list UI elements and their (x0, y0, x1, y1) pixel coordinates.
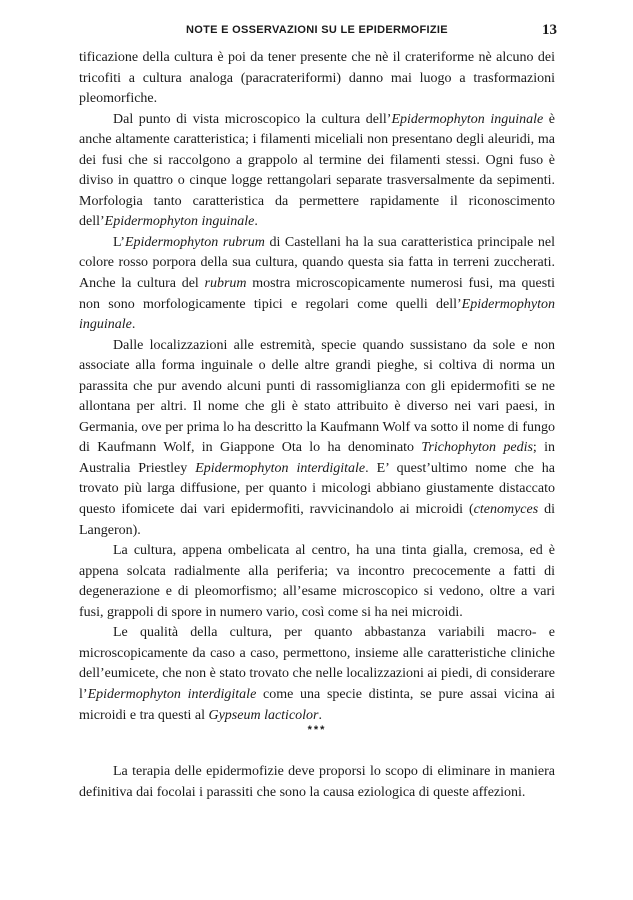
text-run: . (254, 214, 258, 230)
closing-text (79, 762, 555, 803)
text-run: Dal punto di vista microscopico la cultura dell’ (113, 111, 392, 127)
italic-term: Gypseum lacticolor (208, 707, 319, 723)
paragraph-2 (79, 110, 555, 233)
italic-term: ctenomyces (473, 502, 539, 518)
text-run: Le qualità della cultura, per quanto abbastanza variabili macro- e microscopicamente da caso a caso, permettono, insieme alle caratteristiche cliniche dell’eumicete, che non è stato trovato che nelle localizzazioni ai piedi, di considerare l’ (79, 625, 555, 702)
text-run: è anche altamente caratteristica; i filamenti miceliali non presentano degli aleuridi, ma dei fusi che si raccolgono a grappolo al termine dei filamenti stessi. Ogni fuso è diviso in quattro o cinque logge rettangolari separate trasversalmente da sepimenti. Morfologia tanto caratteristica da permettere rapidamente il riconoscimento dell’ (79, 111, 556, 230)
text-run: . E’ quest’ultimo nome che ha trovato più larga diffusione, per quanto i micologi abbiano giustamente distaccato questo ifomicete dai vari epidermofiti, ravvicinandolo ai microidi ( (79, 460, 556, 518)
closing-paragraph: La terapia delle epidermofizie deve proporsi lo scopo di eliminare in maniera definitiva dai focolai i parassiti che sono la causa eziologica di queste affezioni. (79, 764, 555, 800)
paragraph-1 (79, 48, 555, 110)
italic-term: Epidermophyton inguinale (79, 296, 555, 333)
text-run: Dalle localizzazioni alle estremità, specie quando sussistano da sole e non associate alla forma inguinale o delle altre grandi pieghe, si coltiva di norma un parassita che pur avendo alcuni punti di rassomiglianza con gli epidermofiti se ne allontana per altri. Il nome che gli è stato attribuito è diverso nei vari paesi, in Germania, ove per prima lo ha descritto la Kaufmann Wolf va sotto il nome di fungo di Kaufmann Wolf, in Giappone Ota lo ha denominato (79, 337, 555, 456)
text-run: . (131, 317, 136, 333)
text-run: di Langeron). (79, 502, 556, 538)
italic-term: rubrum (204, 276, 247, 292)
italic-term: Epidermophyton inguinale (104, 214, 255, 230)
section-separator: *** (307, 724, 327, 736)
text-run: La cultura, appena ombelicata al centro, ha una tinta gialla, cremosa, ed è appena solcata radialmente alla periferia; va incontro precocemente a fatti di degenerazione e di pleomorfismo; all’esame microscopico si vedono, oltre a vari fusi, grappoli di spore in numero vario, così come si ha nei microidi. (79, 543, 555, 620)
paragraph-6 (79, 623, 555, 726)
paragraph-4 (79, 336, 555, 541)
running-title: NOTE E OSSERVAZIONI SU LE EPIDERMOFIZIE (186, 24, 448, 36)
text-run: ; in Australia Priestley (79, 440, 555, 476)
text-run: L’ (113, 234, 125, 250)
text-run: di Castellani ha la sua caratteristica principale nel colore rosso porpora della sua cultura, quando questa sia fatta in terreni zuccherati. Anche la cultura del (79, 234, 556, 292)
text-run: . (318, 707, 322, 723)
italic-term: Epidermophyton interdigitale (87, 686, 257, 702)
italic-term: Trichophyton pedis (421, 440, 533, 456)
italic-term: Epidermophyton interdigitale (195, 460, 366, 476)
italic-term: Epidermophyton rubrum (124, 234, 265, 250)
text-run: mostra microscopicamente numerosi fusi, ma questi non sono morfologicamente tipici e regolari come quelli dell’ (79, 276, 555, 312)
italic-term: Epidermophyton inguinale (391, 111, 544, 127)
paragraph-5 (79, 541, 555, 623)
paragraph-3 (79, 233, 555, 336)
text-run: tificazione della cultura è poi da tener presente che nè il crateriforme nè alcuno dei tricofiti a cultura analoga (paracrateriformi) danno mai luogo a trasformazioni pleomorfiche. (79, 50, 555, 107)
text-run: come una specie distinta, se pure assai vicina ai microidi e tra questi al (79, 686, 556, 723)
page-number: 13 (542, 22, 557, 38)
body-text (79, 48, 555, 726)
